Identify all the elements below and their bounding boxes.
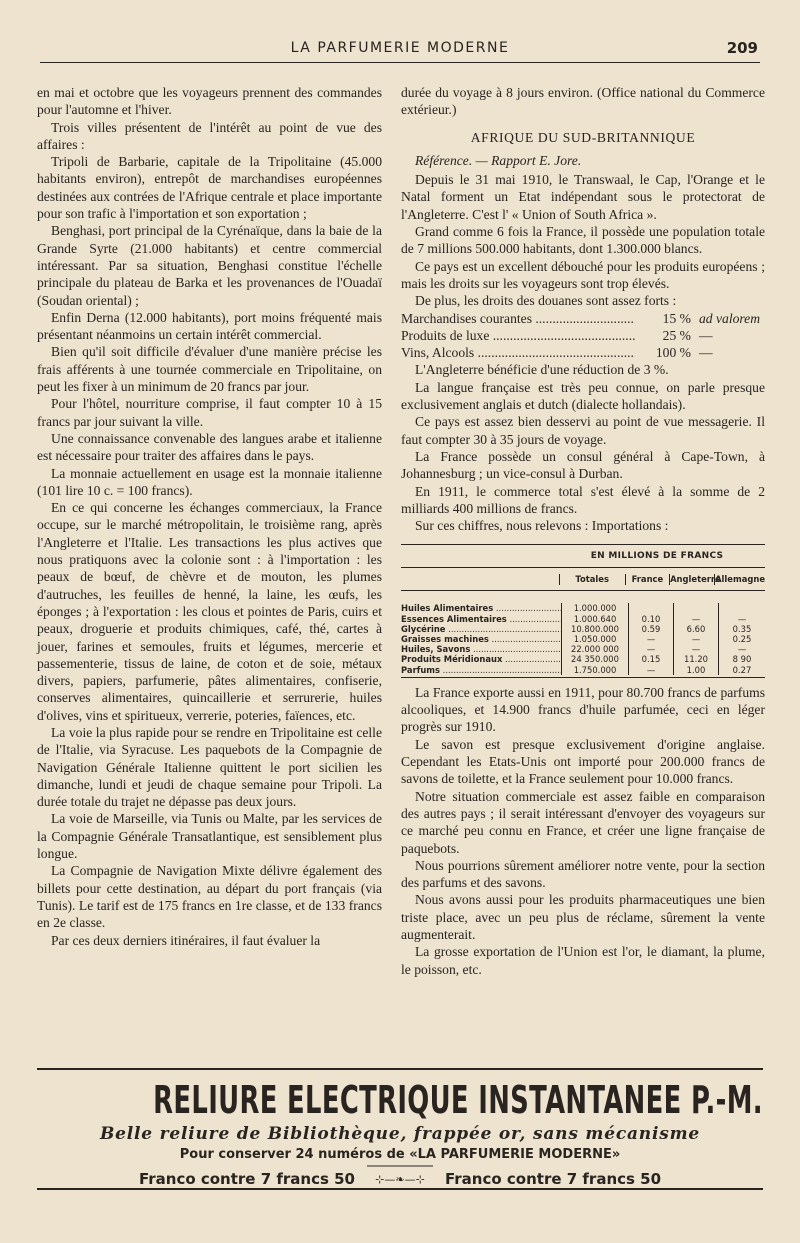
table-row xyxy=(401,634,765,644)
paragraph: En ce qui concerne les échanges commerciaux, la France occupe, sur le marché métropolitain, le troisième rang, après l'Angleterre et l'Italie. Les transactions les plus actives que nous pratiquons avec la colonie sont : à l'importation : les peaux de bœuf, de chèvre et de mouton, les plumes d'autruches, les feuilles de henné, la laine, les œufs, les éponges ; à l'exportation : les clous et pointes de Paris, cuirs et peaux, droguerie et produits chimiques, café, thé, cartes à jouer, farines et semoules, fruits et légumes, mercerie et passementerie, tissus de laine, de coton et de soie, métaux divers, papiers, parfumerie, pâtes alimentaires, confiserie, conserves alimentaires, quincaillerie et serrurerie, huiles d'olives, vins et spiritueux, verrerie, poteries, faïences, etc. xyxy=(37,500,382,723)
paragraph: La langue française est très peu connue, on parle presque exclusivement anglais et dutch (dialecte hollandais). xyxy=(401,379,765,413)
paragraph: Pour l'hôtel, nourriture comprise, il faut compter 10 à 15 francs par jour suivant la ville. xyxy=(37,396,382,429)
duty-rate: 100 % xyxy=(655,345,691,361)
paragraph: L'Angleterre bénéficie d'une réduction de 3 %. xyxy=(415,362,669,378)
table-cell: 8 90 xyxy=(718,654,765,664)
paragraph: De plus, les droits des douanes sont assez forts : xyxy=(415,293,677,309)
table-body xyxy=(401,591,765,676)
table-cell: — xyxy=(718,644,765,654)
page-number: 209 xyxy=(726,39,758,57)
paragraph: Grand comme 6 fois la France, il possède une population totale de 7 millions 500.000 habitants, dont 1.300.000 blancs. xyxy=(401,224,765,257)
table-group-header xyxy=(401,545,765,567)
table-cell: 0.35 xyxy=(718,624,765,634)
table-cell: Huiles, Savons ..... xyxy=(401,644,561,654)
table-cell: 1.050.000 xyxy=(561,634,628,644)
table-cell: — xyxy=(628,644,673,654)
table-cell: 0.10 xyxy=(628,614,673,624)
duty-label: Produits de luxe ..... xyxy=(401,327,635,344)
paragraph: Trois villes présentent de l'intérêt au point de vue des affaires : xyxy=(37,119,382,152)
paragraph: Notre situation commerciale est assez faible en comparaison des autres pays ; il serait intéressant d'envoyer des voyageurs sur ce marché peu connu en France, et créer une ligne française de paquebots. xyxy=(401,788,765,856)
paragraph: La voie la plus rapide pour se rendre en Tripolitaine est celle de l'Italie, via Syracuse. Les paquebots de la Compagnie de Navigation Générale Italienne quittent le port sicilien les dimanche, lundi et jeudi de chaque semaine pour Tripoli. La durée totale du trajet ne dépasse pas deux jours. xyxy=(37,724,382,810)
paragraph: Nous avons aussi pour les produits pharmaceutiques une bien triste place, avec un peu plus de réclame, sûrement la vente augmenterait. xyxy=(401,892,765,942)
duty-note: ad valorem xyxy=(699,310,761,326)
paragraph: La voie de Marseille, via Tunis ou Malte, par les services de la Compagnie Générale Transatlantique, est sensiblement plus longue. xyxy=(37,811,382,862)
table-header-cell: Allemagne xyxy=(715,574,765,585)
table-row xyxy=(401,614,765,624)
table-cell: 0.59 xyxy=(628,624,673,634)
table-group-label: EN MILLIONS DE FRANCS xyxy=(590,551,724,562)
ad-price-left: Franco contre 7 francs 50 xyxy=(138,1170,355,1188)
table-cell xyxy=(673,603,718,613)
paragraph: Bien qu'il soit difficile d'évaluer d'une manière précise les frais afférents à une tournée commerciale en Tripolitaine, on peut les fixer à un minimum de 20 francs par jour. xyxy=(37,344,382,395)
table-cell: Essences Alimentaires ..... xyxy=(401,614,561,624)
table-row xyxy=(401,603,765,613)
table-cell: — xyxy=(628,634,673,644)
paragraph: La France possède un consul général à Cape-Town, à Johannesburg ; un vice-consul à Durban. xyxy=(401,448,765,482)
customs-duties-list xyxy=(401,310,765,362)
paragraph: Sur ces chiffres, nous relevons : Importations : xyxy=(415,518,669,534)
duty-rate: 25 % xyxy=(662,327,691,343)
table-cell: Glycérine ..... xyxy=(401,624,561,634)
duty-row xyxy=(401,344,765,361)
journal-title: LA PARFUMERIE MODERNE xyxy=(290,40,510,56)
ornament-separator: ⊹—❧—⊹ xyxy=(375,1173,425,1186)
duty-row xyxy=(401,310,765,327)
ad-price-right: Franco contre 7 francs 50 xyxy=(445,1170,662,1188)
table-row xyxy=(401,654,765,664)
table-cell: — xyxy=(718,614,765,624)
paragraph: en mai et octobre que les voyageurs prennent des commandes pour l'automne et l'hiver. xyxy=(37,85,382,118)
duty-label: Marchandises courantes ..... xyxy=(401,310,635,327)
table-cell: 0.27 xyxy=(718,665,765,675)
reference-line: Référence. — Rapport E. Jore. xyxy=(415,152,582,168)
table-header-cell: Angleterre xyxy=(670,574,721,585)
table-cell: 22.000 000 xyxy=(561,644,628,654)
table-cell: — xyxy=(673,614,718,624)
table-cell: Huiles Alimentaires ..... xyxy=(401,603,561,613)
paragraph: Ce pays est assez bien desservi au point de vue messagerie. Il faut compter 30 à 35 jours de voyage. xyxy=(401,414,765,447)
table-header-cell: France xyxy=(625,574,669,584)
table-cell: 1.00 xyxy=(673,665,718,675)
paragraph: La grosse exportation de l'Union est l'or, le diamant, la plume, le poisson, etc. xyxy=(401,944,765,977)
ad-offer: Pour conserver 24 numéros de «LA PARFUMERIE MODERNE» xyxy=(179,1147,621,1162)
paragraph: Benghasi, port principal de la Cyrénaïque, dans la baie de la Grande Syrte (21.000 habitants) et centre commercial intéressant. Par sa situation, Benghasi constitue l'échelle principale du plateau de Barka et les provenances de l'Ouadaï (Soudan oriental) ; xyxy=(37,223,382,308)
ad-price-line xyxy=(37,1170,763,1188)
table-cell: 0.15 xyxy=(628,654,673,664)
table-cell: Graisses machines ..... xyxy=(401,634,561,644)
left-column xyxy=(37,84,382,949)
duty-rate: 15 % xyxy=(662,310,691,326)
paragraph: Enfin Derna (12.000 habitants), port moins fréquenté mais présentant néanmoins un certain intérêt commercial. xyxy=(37,309,382,343)
table-cell xyxy=(628,603,673,613)
ad-headline: RELIURE ELECTRIQUE INSTANTANEE P.-M. xyxy=(153,1078,763,1122)
ornament-rule xyxy=(367,1165,433,1167)
paragraph: Une connaissance convenable des langues arabe et italienne est nécessaire pour traiter des affaires dans le pays. xyxy=(37,430,382,464)
section-heading: AFRIQUE DU SUD-BRITANNIQUE xyxy=(470,129,696,145)
duty-label: Vins, Alcools ..... xyxy=(401,344,635,361)
table-cell: — xyxy=(673,634,718,644)
table-cell: 24 350.000 xyxy=(561,654,628,664)
duty-row xyxy=(401,327,765,344)
paragraph: Ce pays est un excellent débouché pour les produits européens ; mais les droits sur les voyageurs sont trop élevés. xyxy=(401,258,765,291)
paragraph: Depuis le 31 mai 1910, le Transwaal, le Cap, l'Orange et le Natal forment un Etat indépendant sous le protectorat de l'Angleterre. C'est l' « Union of South Africa ». xyxy=(401,172,765,222)
table-cell: — xyxy=(628,665,673,675)
table-header-row xyxy=(401,567,765,591)
ad-tagline: Belle reliure de Bibliothèque, frappée or, sans mécanisme xyxy=(100,1124,700,1144)
paragraph: durée du voyage à 8 jours environ. (Office national du Commerce extérieur.) xyxy=(401,85,765,118)
paragraph: Le savon est presque exclusivement d'origine anglaise. Cependant les Etats-Unis ont importé pour 200.000 francs de savons de toilette, et la France seulement pour 10.000 francs. xyxy=(401,736,765,787)
table-cell: 0.25 xyxy=(718,634,765,644)
right-column xyxy=(401,84,765,978)
table-row xyxy=(401,644,765,654)
duty-note: — xyxy=(699,327,713,343)
table-cell: 10.800.000 xyxy=(561,624,628,634)
paragraph: La Compagnie de Navigation Mixte délivre également des billets pour cette destination, au départ du port français (via Tunis). Le tarif est de 175 francs en 1re classe, et de 133 francs en 2e classe. xyxy=(37,863,382,931)
table-row xyxy=(401,665,765,675)
table-cell: 1.000.640 xyxy=(561,614,628,624)
paragraph: Nous pourrions sûrement améliorer notre vente, pour la section des parfums et des savons. xyxy=(401,857,765,891)
imports-table xyxy=(401,544,765,677)
table-cell: Produits Méridionaux ..... xyxy=(401,654,561,664)
table-cell: Parfums ..... xyxy=(401,665,561,675)
page-header xyxy=(40,36,760,63)
table-row xyxy=(401,624,765,634)
paragraph: En 1911, le commerce total s'est élevé à la somme de 2 milliards 400 millions de francs. xyxy=(401,483,765,516)
paragraph: Tripoli de Barbarie, capitale de la Tripolitaine (45.000 habitants environ), entrepôt de marchandises européennes destinées aux contrées de l'Afrique centrale et place importante pour son trafic à l'importation et son exportation ; xyxy=(37,154,382,222)
table-cell: 1.750.000 xyxy=(561,665,628,675)
table-cell xyxy=(718,603,765,613)
table-cell: 11.20 xyxy=(673,654,718,664)
paragraph: Par ces deux derniers itinéraires, il faut évaluer la xyxy=(51,932,321,948)
paragraph: La France exporte aussi en 1911, pour 80.700 francs de parfums alcooliques, et 14.900 francs d'huile parfumée, ceci en léger progrès sur 1910. xyxy=(401,684,765,735)
paragraph: La monnaie actuellement en usage est la monnaie italienne (101 lire 10 c. = 100 francs). xyxy=(37,465,382,498)
advertisement-box xyxy=(37,1068,763,1190)
table-cell: 1.000.000 xyxy=(561,603,628,613)
duty-note: — xyxy=(699,345,713,361)
table-header-cell: Totales xyxy=(559,574,625,584)
table-cell: — xyxy=(673,644,718,654)
table-cell: 6.60 xyxy=(673,624,718,634)
